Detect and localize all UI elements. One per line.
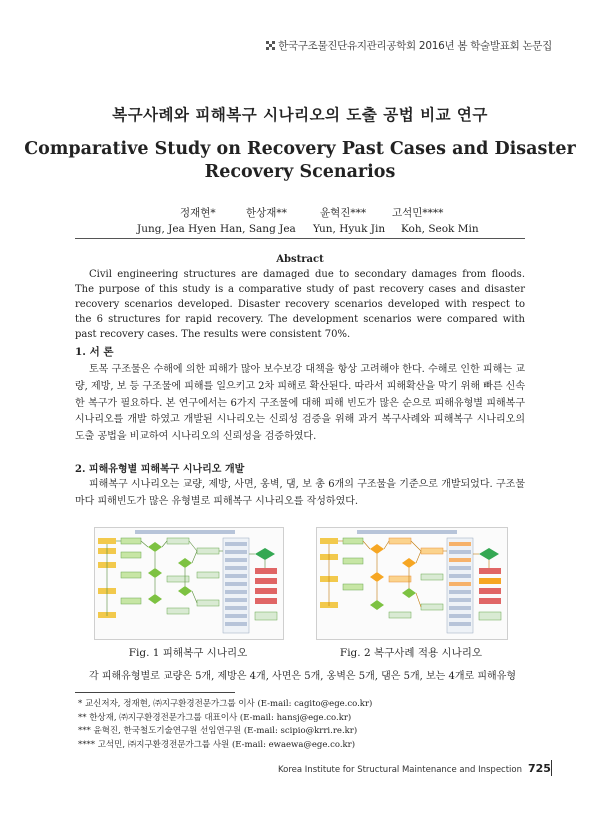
author-3-ko: 윤혁진*** <box>320 207 367 219</box>
figure-1-flowchart-graphic <box>95 528 283 639</box>
figure-2-caption: Fig. 2 복구사례 적용 시나리오 <box>339 647 483 659</box>
author-4-en: Koh, Seok Min <box>401 223 479 235</box>
page-number: 725 <box>528 762 551 775</box>
title-korean: 복구사례와 피해복구 시나리오의 도출 공법 비교 연구 <box>112 105 488 124</box>
journal-name: 한국구조물진단유지관리공학회 2016년 봄 학술발표회 논문집 <box>278 40 552 52</box>
footnote-3: *** 윤혁진, 한국철도기술연구원 선임연구원 (E-mail: scipio@krri.re.kr) <box>78 726 358 737</box>
footnote-4: **** 고석민, ㈜지구환경전문가그룹 사원 (E-mail: ewaewa@ege.co.kr) <box>78 739 356 750</box>
running-header <box>266 38 552 53</box>
page-number-divider <box>551 760 552 776</box>
title-english-line-2: Recovery Scenarios <box>204 162 396 182</box>
title-english <box>0 138 600 184</box>
footnote-1: * 교신저자, 정재현, ㈜지구환경전문가그룹 이사 (E-mail: cagito@ege.co.kr) <box>78 699 373 709</box>
figure-1-flowchart <box>94 527 284 640</box>
title-divider <box>75 238 525 239</box>
footnote-2: ** 한상재, ㈜지구환경전문가그룹 대표이사 (E-mail: hansj@ege.co.kr) <box>78 712 352 723</box>
abstract-heading: Abstract <box>276 254 324 265</box>
figure-1-caption: Fig. 1 피해복구 시나리오 <box>128 647 248 659</box>
section-2-text: 피해복구 시나리오는 교량, 제방, 사면, 옹벽, 댐, 보 총 6개의 구조물을 기준으로 개발되었다. 구조물마다 피해빈도가 많은 유형별로 피해복구 시나리오를 작성하였다. <box>75 479 525 507</box>
footer-institute: Korea Institute for Structural Maintenance and Inspection <box>278 765 522 775</box>
author-1-ko: 정재현* <box>180 207 216 219</box>
figure-2-flowchart-graphic <box>317 528 507 639</box>
section-1-text: 토목 구조물은 수해에 의한 피해가 많아 보수보강 대책을 항상 고려해야 한다. 수해로 인한 피해는 교량, 제방, 보 등 구조물에 피해를 일으키고 2차 피해로 확산된다. 따라서 피해확산을 막기 위해 빠른 신속한 복구가 필요하다. 본 연구에서는 6가지 구조물에 대해 피해 빈도가 많은 순으로 피해유형별 피해복구 시나리오를 개발 하였고 개발된 시나리오는 신뢰성 검증을 위해 과거 복구사례와 피해복구 시나리오의 도출 공법을 비교하여 시나리오의 신뢰성을 검증하였다. <box>75 364 525 443</box>
continuation-text: 각 피해유형별로 교량은 5개, 제방은 4개, 사면은 5개, 옹벽은 5개, 댐은 5개, 보는 4개로 피해유형 <box>89 671 517 682</box>
author-2-en: Han, Sang Jea <box>220 223 296 235</box>
title-english-line-1: Comparative Study on Recovery Past Cases and Disaster <box>24 139 576 159</box>
author-4-ko: 고석민**** <box>392 207 444 219</box>
section-1-heading: 1. 서 론 <box>75 346 114 358</box>
section-2-heading: 2. 피해유형별 피해복구 시나리오 개발 <box>75 464 245 475</box>
figure-2-flowchart <box>316 527 508 640</box>
footnotes <box>78 698 372 752</box>
author-2-ko: 한상재** <box>246 207 287 219</box>
journal-logo-icon <box>266 41 275 50</box>
author-1-en: Jung, Jea Hyen <box>137 223 217 235</box>
abstract-text: Civil engineering structures are damaged due to secondary damages from floods. The purpose of this study is a comparative study of past recovery cases and disaster recovery scenarios developed. Disaster recovery scenarios developed with respect to the 6 structures for rapid recovery. The development scenarios were compared with past recovery cases. The results were consistent 70%. <box>75 269 525 340</box>
footnote-divider <box>75 692 235 693</box>
author-3-en: Yun, Hyuk Jin <box>313 223 386 235</box>
